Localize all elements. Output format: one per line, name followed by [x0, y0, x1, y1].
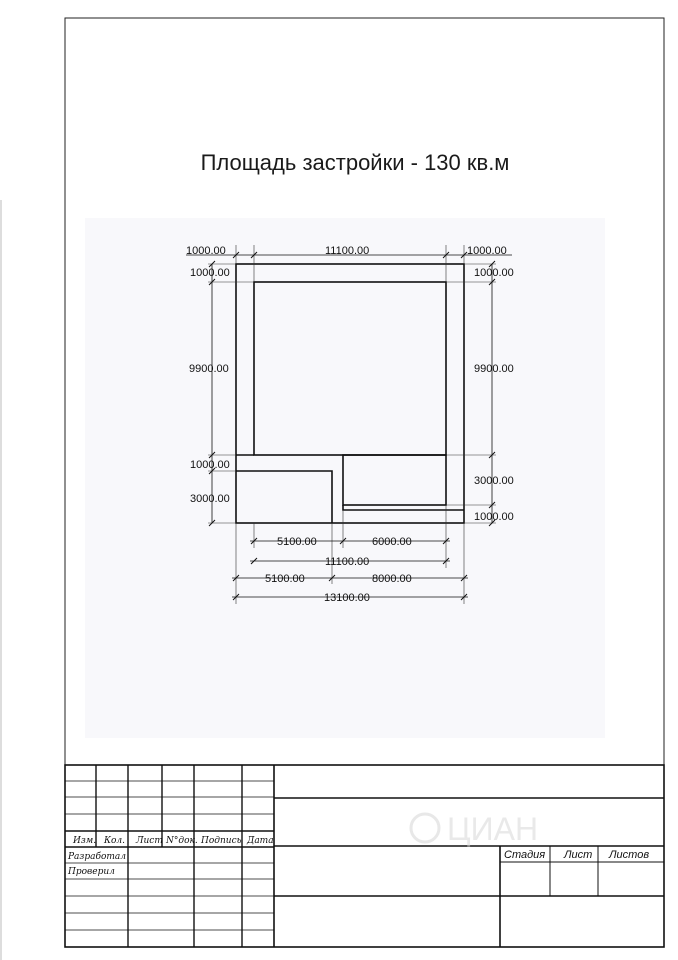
dim-inner-left: 5100.00 [277, 536, 317, 548]
dim-left-mid-wall: 1000.00 [190, 459, 230, 471]
dim-outer-left: 5100.00 [265, 573, 305, 585]
dim-right-height: 9900.00 [474, 363, 514, 375]
dim-right-top-wall: 1000.00 [474, 267, 514, 279]
dim-left-bottom: 3000.00 [190, 493, 230, 505]
dim-inner-total: 11100.00 [325, 556, 370, 568]
stage-label: Стадия [504, 849, 546, 861]
dim-top-width: 11100.00 [325, 245, 370, 257]
dim-right-bottom: 3000.00 [474, 475, 514, 487]
dim-left-height: 9900.00 [189, 363, 229, 375]
dim-outer-right: 8000.00 [372, 573, 412, 585]
checked-by-label: Проверил [68, 867, 115, 877]
page-title: Площадь застройки - 130 кв.м [200, 150, 510, 175]
header-date: Дата [247, 836, 274, 846]
dim-right-bottom-wall: 1000.00 [474, 511, 514, 523]
header-change: Изм. [73, 836, 97, 846]
developed-by-label: Разработал [68, 852, 126, 862]
watermark [411, 811, 538, 847]
header-doc-number: N°док. [166, 836, 198, 846]
dim-top-right-offset: 1000.00 [467, 245, 507, 257]
dim-inner-right: 6000.00 [372, 536, 412, 548]
dim-left-top-wall: 1000.00 [190, 267, 230, 279]
sheet-label: Лист [564, 849, 593, 861]
dim-outer-total: 13100.00 [324, 592, 370, 604]
watermark-logo-icon [411, 814, 439, 842]
plan-background [85, 218, 605, 738]
sheets-label: Листов [609, 849, 650, 861]
header-signature: Подпись [201, 836, 242, 846]
header-count: Кол. [104, 836, 125, 846]
dim-top-left-offset: 1000.00 [186, 245, 226, 257]
title-block-text [67, 836, 649, 877]
watermark-text: ЦИАН [447, 811, 539, 847]
header-sheet: Лист [136, 836, 163, 846]
